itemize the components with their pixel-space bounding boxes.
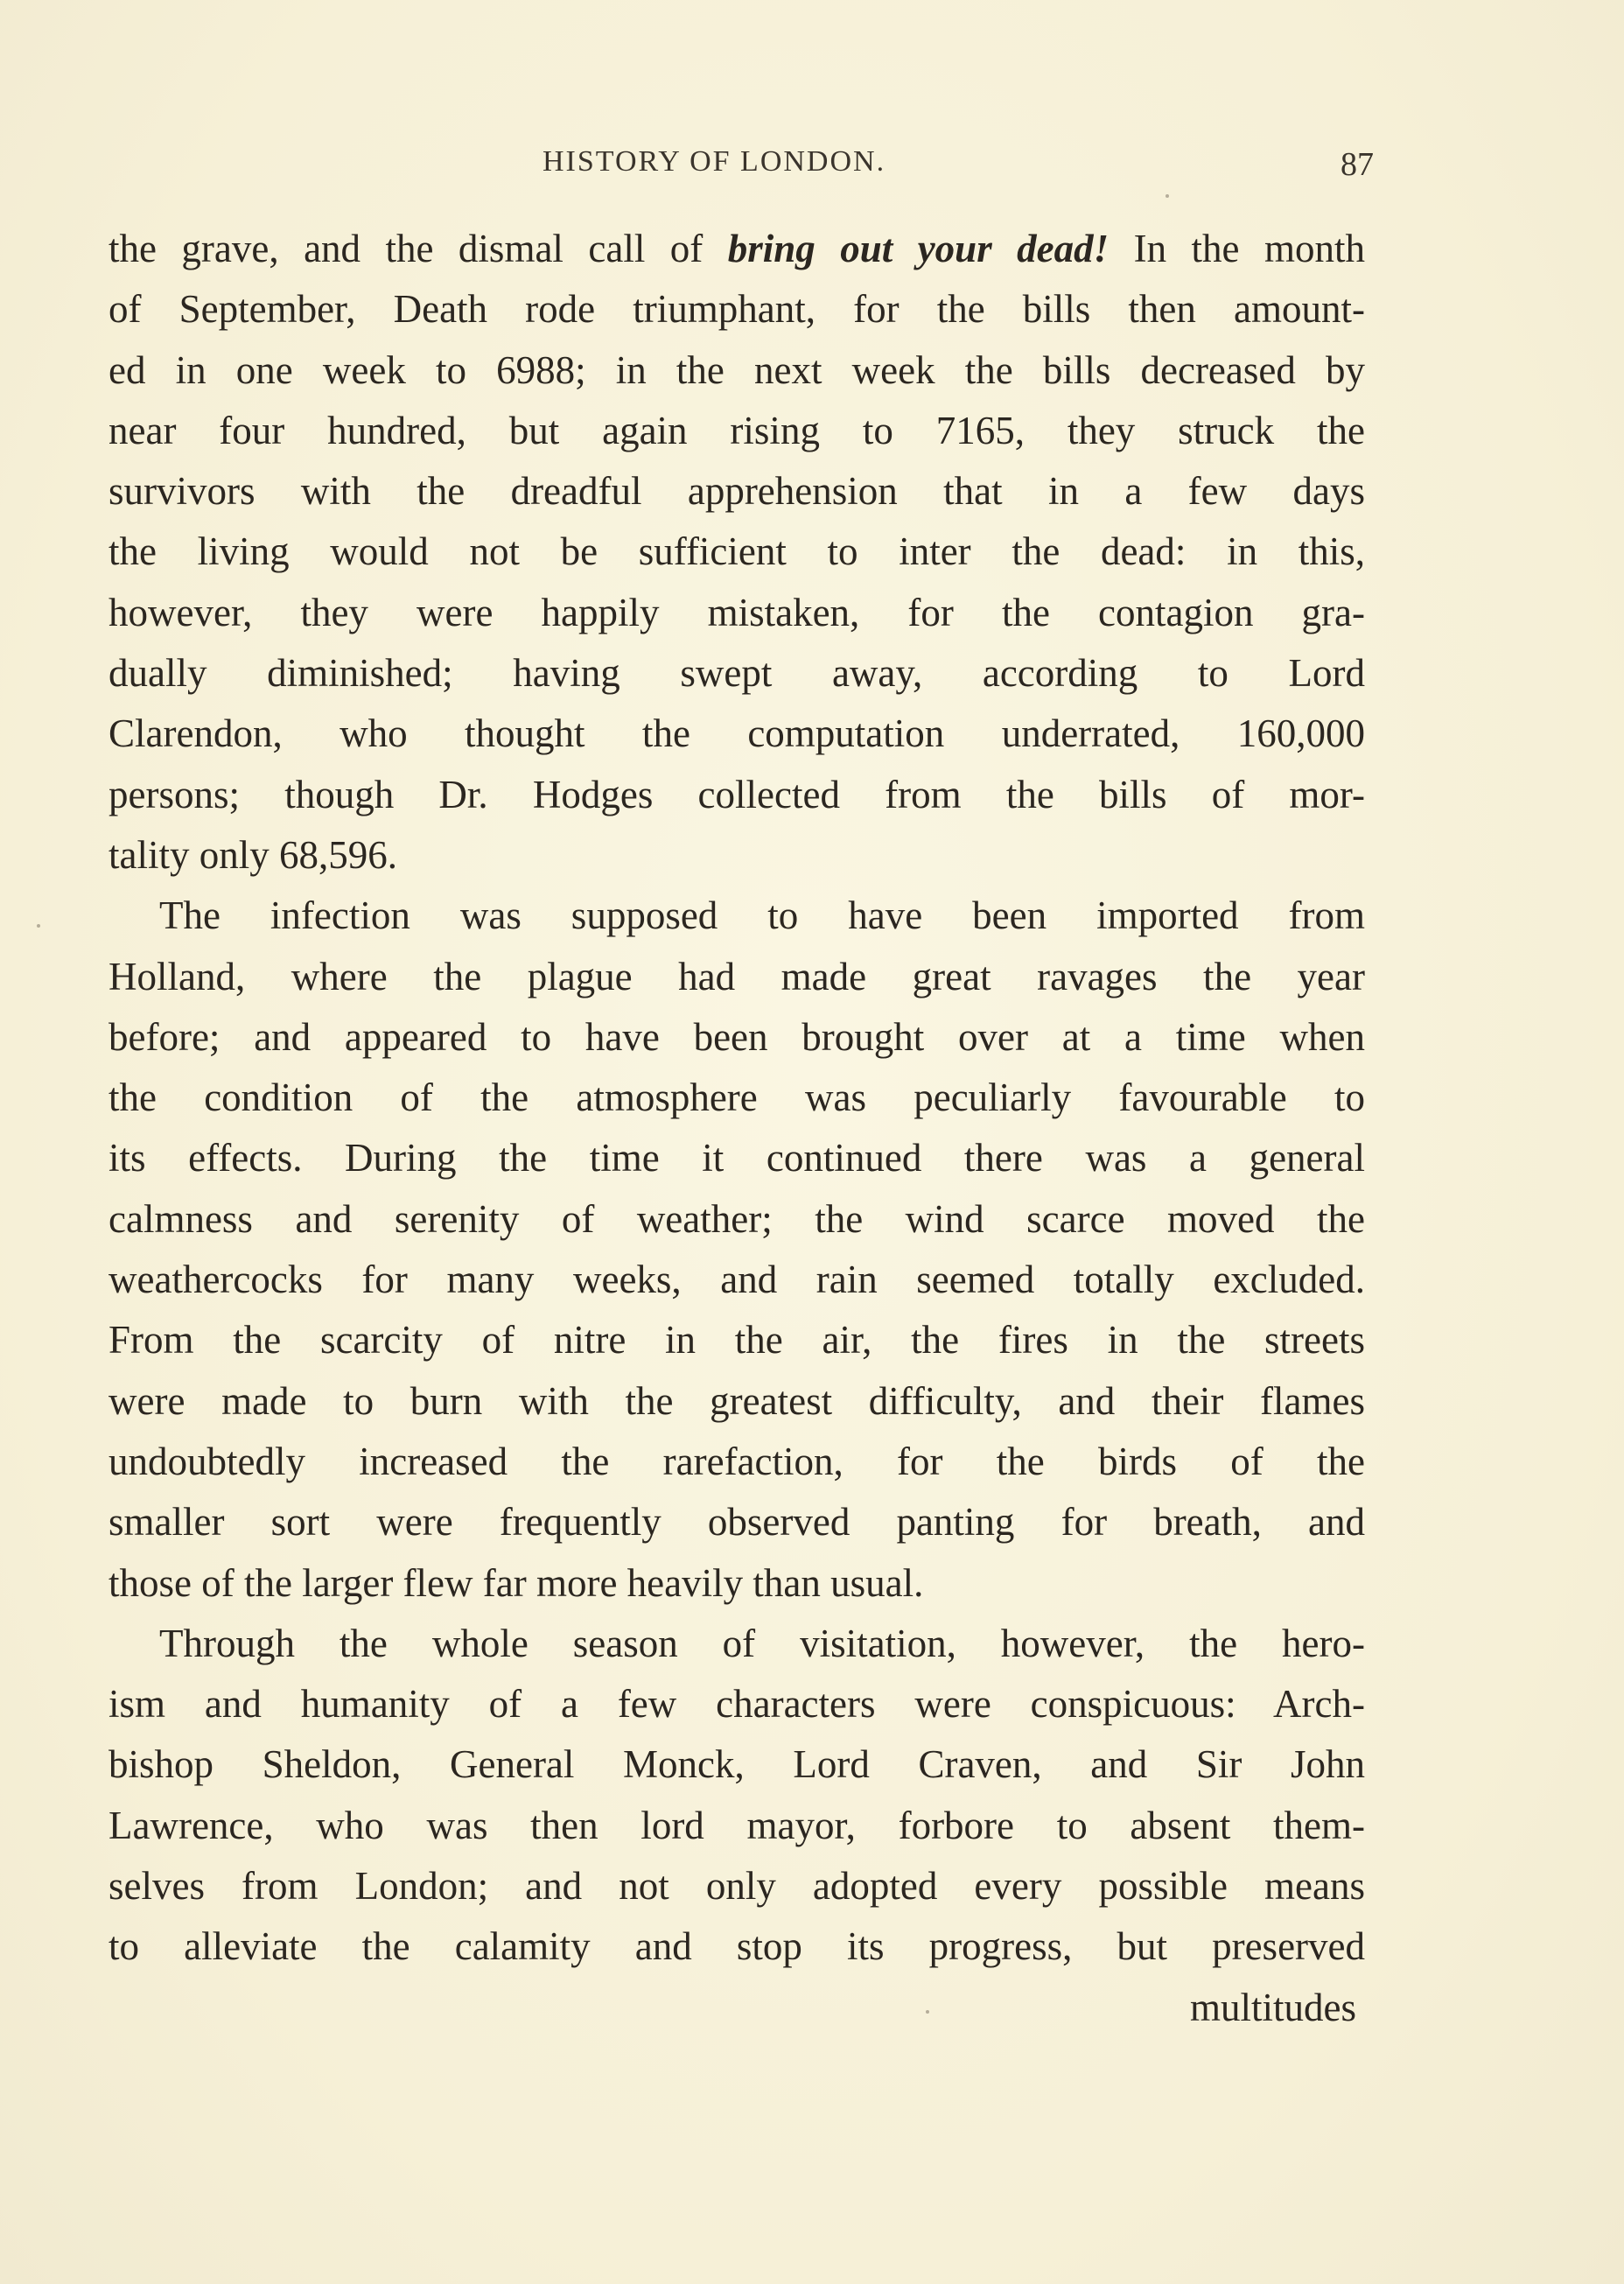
text-line: before; and appeared to have been brought over at a time when: [108, 1014, 1365, 1059]
text-line: the condition of the atmosphere was peculiarly favourable to: [108, 1075, 1365, 1120]
body-text: [108, 219, 1365, 2038]
text-line: persons; though Dr. Hodges collected from the bills of mor-: [108, 772, 1365, 816]
text-line: Clarendon, who thought the computation underrated, 160,000: [108, 711, 1365, 756]
text-segment: In the month: [1109, 227, 1365, 270]
text-line: The infection was supposed to have been imported from: [159, 893, 1365, 938]
text-line: however, they were happily mistaken, for the contagion gra-: [108, 590, 1365, 634]
text-line: of September, Death rode triumphant, for the bills then amount-: [108, 287, 1365, 332]
text-line: selves from London; and not only adopted every possible means: [108, 1864, 1365, 1909]
text-line: bishop Sheldon, General Monck, Lord Craven, and Sir John: [108, 1742, 1365, 1787]
text-line: undoubtedly increased the rarefaction, for the birds of the: [108, 1439, 1365, 1483]
catchword: multitudes: [1190, 1985, 1356, 2029]
text-line: calmness and serenity of weather; the wind scarce moved the: [108, 1196, 1365, 1241]
text-line: ism and humanity of a few characters were conspicuous: Arch-: [108, 1682, 1365, 1727]
text-line: Through the whole season of visitation, however, the hero-: [159, 1621, 1365, 1665]
text-line: dually diminished; having swept away, according to Lord: [108, 651, 1365, 696]
text-line: From the scarcity of nitre in the air, the fires in the streets: [108, 1318, 1365, 1363]
text-line: Holland, where the plague had made great ravages the year: [108, 954, 1365, 998]
text-line: near four hundred, but again rising to 7165, they struck the: [108, 408, 1365, 452]
text-line: tality only 68,596.: [108, 832, 397, 877]
text-line: smaller sort were frequently observed panting for breath, and: [108, 1500, 1365, 1545]
text-line: ed in one week to 6988; in the next week the bills decreased by: [108, 347, 1365, 392]
text-line: weathercocks for many weeks, and rain seemed totally excluded.: [108, 1258, 1365, 1302]
text-line: those of the larger flew far more heavily than usual.: [108, 1560, 924, 1605]
page-number: 87: [1340, 146, 1374, 183]
text-line: the living would not be sufficient to inter the dead: in this,: [108, 529, 1365, 574]
text-segment: the grave, and the dismal call of: [108, 227, 728, 270]
text-line: survivors with the dreadful apprehension that in a few days: [108, 469, 1365, 514]
print-speck: [37, 924, 40, 928]
print-speck: [926, 2010, 929, 2014]
text-line: were made to burn with the greatest difficulty, and their flames: [108, 1378, 1365, 1423]
print-speck: [1166, 194, 1169, 198]
running-title: HISTORY OF LONDON.: [542, 145, 886, 178]
running-head: [542, 145, 1418, 189]
italic-phrase: bring out your dead!: [727, 227, 1110, 270]
text-line: to alleviate the calamity and stop its progress, but preserved: [108, 1924, 1365, 1969]
text-line: its effects. During the time it continued there was a general: [108, 1136, 1365, 1181]
text-line: [108, 219, 1365, 279]
text-line: Lawrence, who was then lord mayor, forbore to absent them-: [108, 1803, 1365, 1847]
